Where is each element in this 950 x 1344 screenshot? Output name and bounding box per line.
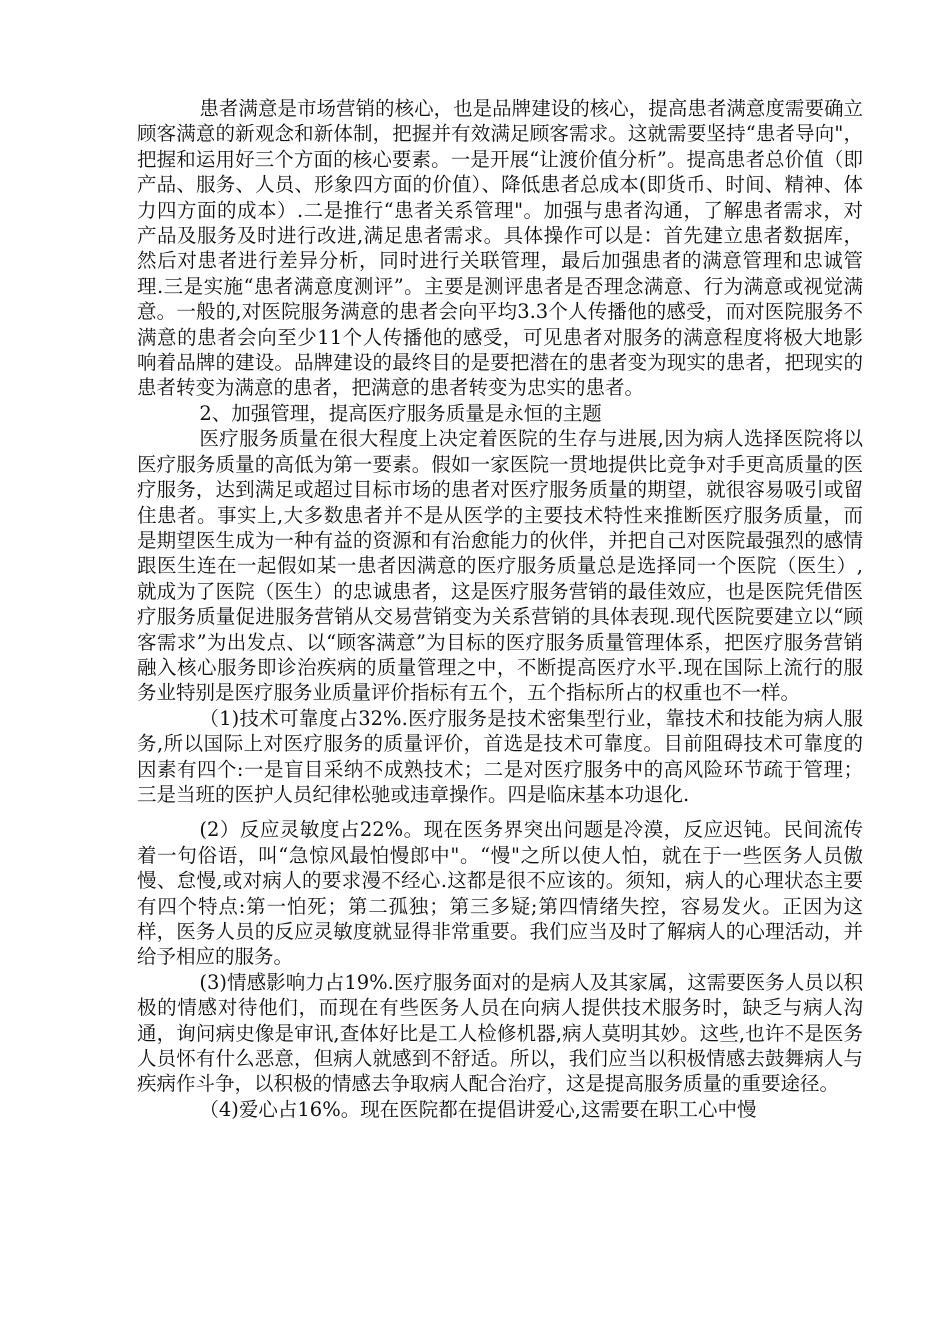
- paragraph-item-2-responsiveness: (2）反应灵敏度占22%。现在医务界突出问题是冷漠，反应迟钝。民间流传着一句俗语，叫“急惊风最怕慢郎中"。“慢"之所以使人怕，就在于一些医务人员傲慢、怠慢,或对病人的要求漫不经心.这都是很不应该的。须知，病人的心理状态主要有四个特点:第一怕死；第二孤独；第三多疑;第四情绪失控，容易发火。正因为这样，医务人员的反应灵敏度就显得非常重要。我们应当及时了解病人的心理活动，并给予相应的服务。: [137, 818, 863, 969]
- paragraph-item-1-technical-reliability: （1)技术可靠度占32%.医疗服务是技术密集型行业，靠技术和技能为病人服务,所以国际上对医疗服务的质量评价，首选是技术可靠度。目前阻碍技术可靠度的因素有四个:一是盲目采纳不成熟技术；二是对医疗服务中的高风险环节疏于管理；三是当班的医护人员纪律松驰或违章操作。四是临床基本功退化.: [137, 706, 863, 806]
- section-heading-2: 2、加强管理，提高医疗服务质量是永恒的主题: [199, 401, 602, 425]
- paragraph-service-quality: 医疗服务质量在很大程度上决定着医院的生存与进展,因为病人选择医院将以医疗服务质量的高低为第一要素。假如一家医院一贯地提供比竞争对手更高质量的医疗服务，达到满足或超过目标市场的患者对医疗服务质量的期望，就很容易吸引或留住患者。事实上,大多数患者并不是从医学的主要技术特性来推断医疗服务质量，而是期望医生成为一种有益的资源和有治愈能力的伙伴，并把自己对医院最强烈的感情跟医生连在一起假如某一患者因满意的医疗服务质量总是选择同一个医院（医生）,就成为了医院（医生）的忠诚患者，这是医疗服务营销的最佳效应，也是医院凭借医疗服务质量促进服务营销从交易营销变为关系营销的具体表现.现代医院要建立以“顾客需求”为出发点、以“顾客满意”为目标的医疗服务质量管理体系，把医疗服务营销融入核心服务即诊治疾病的质量管理之中，不断提高医疗水平.现在国际上流行的服务业特别是医疗服务业质量评价指标有五个，五个指标所占的权重也不一样。: [137, 427, 863, 705]
- paragraph-item-3-emotional-influence: (3)情感影响力占19%.医疗服务面对的是病人及其家属，这需要医务人员以积极的情感对待他们，而现在有些医务人员在向病人提供技术服务时，缺乏与病人沟通，询问病史像是审讯,查体好比是工人检修机器,病人莫明其妙。这些,也许不是医务人员怀有什么恶意，但病人就感到不舒适。所以，我们应当以积极情感去鼓舞病人与疾病作斗争，以积极的情感去争取病人配合治疗，这是提高服务质量的重要途径。: [137, 970, 863, 1096]
- document-page: [137, 96, 863, 1122]
- paragraph-patient-satisfaction: 患者满意是市场营销的核心，也是品牌建设的核心，提高患者满意度需要确立顾客满意的新观念和新体制，把握并有效满足顾客需求。这就需要坚持“患者导向"，把握和运用好三个方面的核心要素。一是开展“让渡价值分析”。提高患者总价值（即产品、服务、人员、形象四方面的价值）、降低患者总成本(即货币、时间、精神、体力四方面的成本）.二是推行“患者关系管理"。加强与患者沟通，了解患者需求，对产品及服务及时进行改进,满足患者需求。具体操作可以是：首先建立患者数据库，然后对患者进行差异分析，同时进行关联管理，最后加强患者的满意管理和忠诚管理.三是实施“患者满意度测评”。主要是测评患者是否理念满意、行为满意或视觉满意。一般的,对医院服务满意的患者会向平均3.3个人传播他的感受，而对医院服务不满意的患者会向至少11个人传播他的感受，可见患者对服务的满意程度将极大地影响着品牌的建设。品牌建设的最终目的是要把潜在的患者变为现实的患者，把现实的患者转变为满意的患者，把满意的患者转变为忠实的患者。: [137, 97, 863, 400]
- paragraph-item-4-compassion: （4)爱心占16%。现在医院都在提倡讲爱心,这需要在职工心中慢: [199, 1097, 757, 1121]
